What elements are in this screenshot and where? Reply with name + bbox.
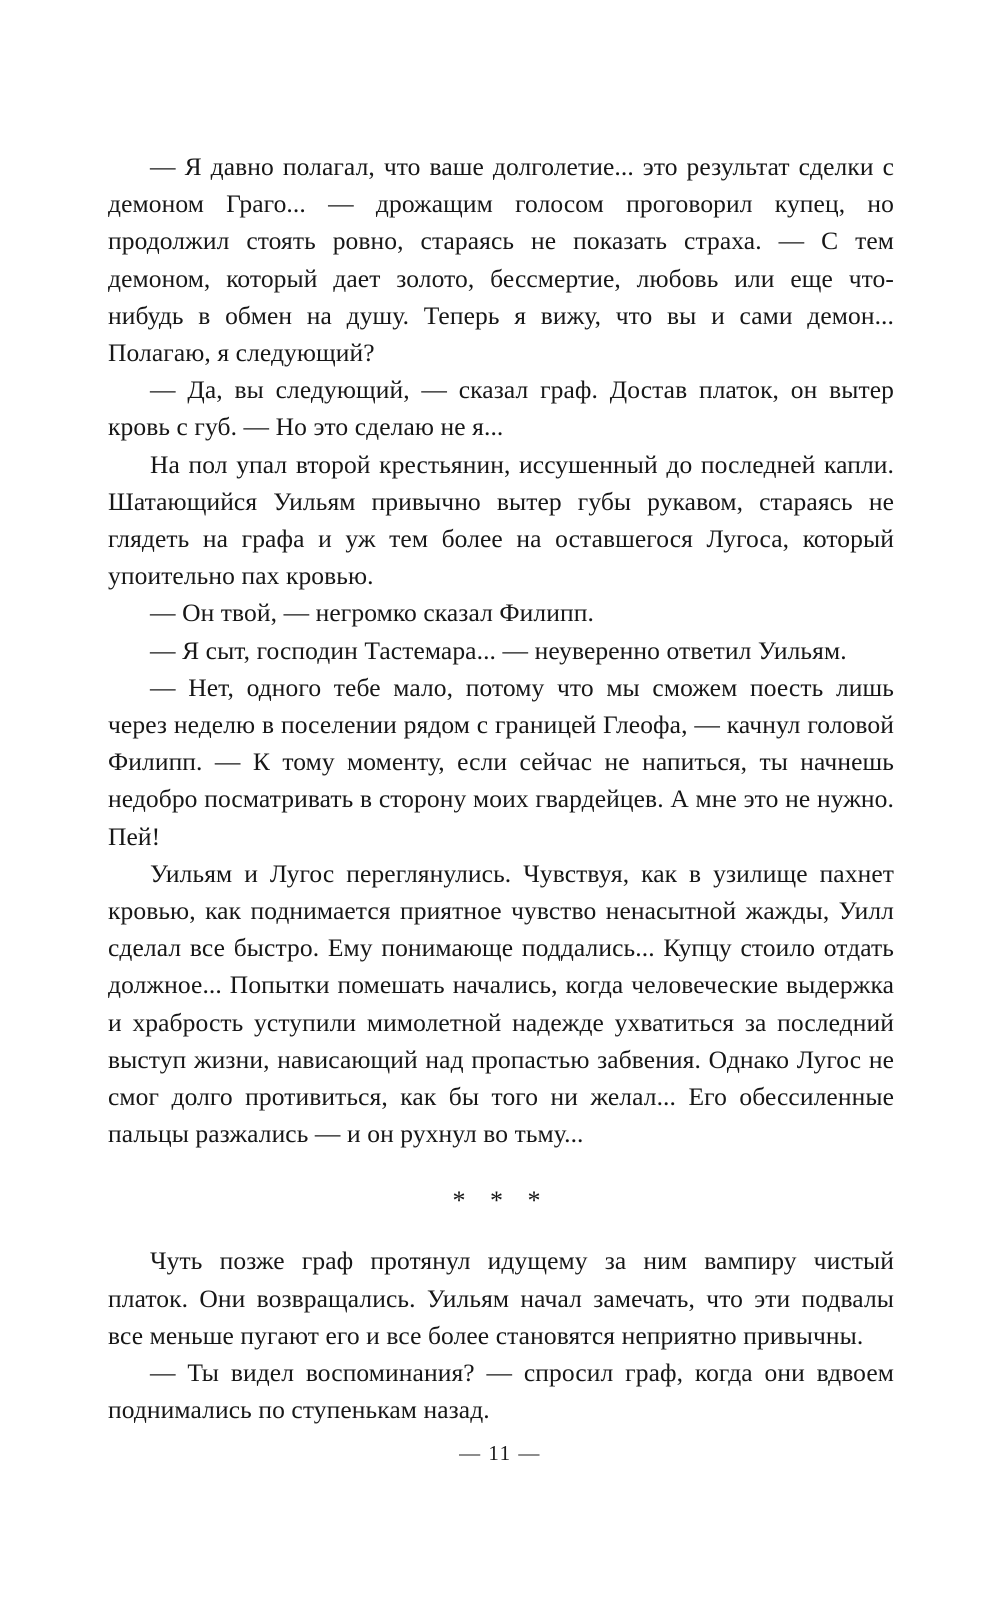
page-number: — 11 —: [459, 1441, 541, 1465]
paragraph: — Он твой, — негромко сказал Филипп.: [150, 598, 594, 628]
paragraph: — Нет, одного тебе мало, потому что мы сможем поесть лишь через неделю в поселении рядом с границей Глеофа, — качнул головой Филипп. — К тому моменту, если сейчас не напиться, ты начнешь недобро посматривать в сторону моих гвардейцев. А мне это не нужно. Пей!: [108, 672, 894, 851]
page-text-body: [108, 148, 894, 1429]
scene-break-divider: * * *: [452, 1186, 550, 1216]
paragraph: — Ты видел воспоминания? — спросил граф, когда они вдвоем поднимались по ступенькам назад.: [108, 1358, 894, 1425]
paragraph: На пол упал второй крестьянин, иссушенный до последней капли. Шатающийся Уильям привычно вытер губы рукавом, стараясь не глядеть на графа и уж тем более на оставшегося Лугоса, который упоительно пах кровью.: [108, 449, 894, 591]
paragraph: — Я сыт, господин Тастемара... — неуверенно ответил Уильям.: [150, 635, 847, 665]
paragraph: — Я давно полагал, что ваше долголетие... это результат сделки с демоном Граго... — дрожащим голосом проговорил купец, но продолжил стоять ровно, стараясь не показать страха. — С тем демоном, который дает золото, бессмертие, любовь или еще что-нибудь в обмен на душу. Теперь я вижу, что вы и сами демон... Полагаю, я следующий?: [108, 152, 894, 368]
paragraph: — Да, вы следующий, — сказал граф. Достав платок, он вытер кровь с губ. — Но это сделаю не я...: [108, 375, 894, 442]
paragraph: Уильям и Лугос переглянулись. Чувствуя, как в узилище пахнет кровью, как поднимается приятное чувство ненасытной жажды, Уилл сделал все быстро. Ему понимающе поддались... Купцу стоило отдать должное... Попытки помешать начались, когда человеческие выдержка и храбрость уступили мимолетной надежде ухватиться за последний выступ жизни, нависающий над пропастью забвения. Однако Лугос не смог долго противиться, как бы того ни желал... Его обессиленные пальцы разжались — и он рухнул во тьму...: [108, 858, 894, 1149]
paragraph: Чуть позже граф протянул идущему за ним вампиру чистый платок. Они возвращались. Уильям начал замечать, что эти подвалы все меньше пугают его и все более становятся неприятно привычны.: [108, 1246, 894, 1350]
